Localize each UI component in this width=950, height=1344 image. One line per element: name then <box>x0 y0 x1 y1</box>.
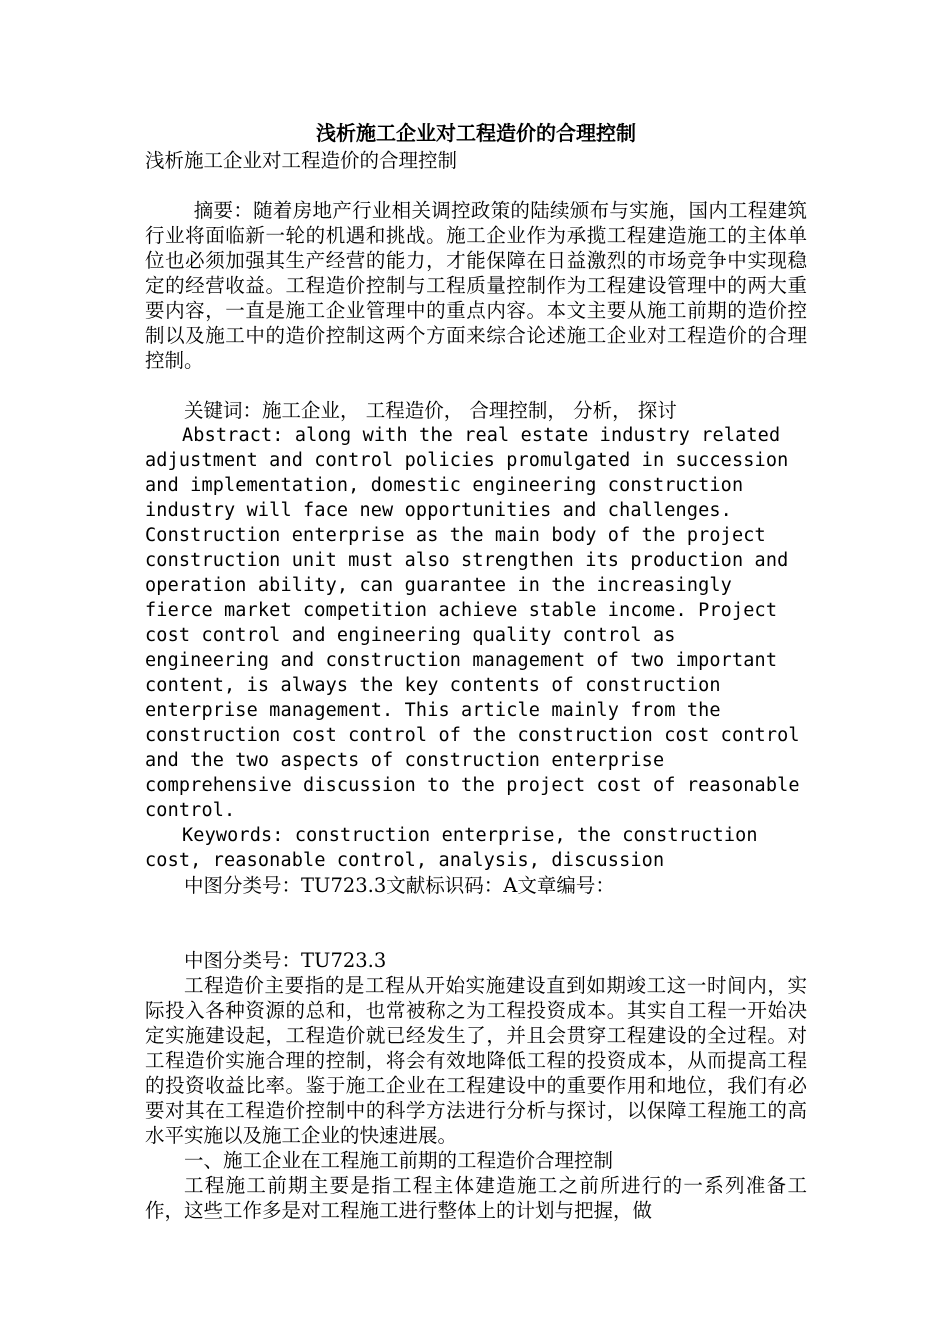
keywords-chinese: 关键词：施工企业， 工程造价， 合理控制， 分析， 探讨 <box>184 399 677 422</box>
classification-line: 中图分类号：TU723.3文献标识码：A文章编号： <box>184 874 615 897</box>
section-paragraph: 工程施工前期主要是指工程主体建造施工之前所进行的一系列准备工作，这些工作多是对工程施工进行整体上的计划与把握，做 <box>145 1174 807 1222</box>
spacer <box>145 373 807 398</box>
document-title: 浅析施工企业对工程造价的合理控制 <box>316 121 636 145</box>
section-heading: 一、施工企业在工程施工前期的工程造价合理控制 <box>184 1149 614 1172</box>
classification-short: 中图分类号：TU723.3 <box>184 949 387 972</box>
keywords-english: Keywords: construction enterprise, the construction cost, reasonable control, analysis, discussion <box>145 825 758 871</box>
abstract-english: Abstract: along with the real estate industry related adjustment and control policies promulgated in succession and implementation, domestic engineering construction industry will face new opportunities and challenges. Construction enterprise as the main body of the project construction unit must also strengthen its production and operation ability, can guarantee in the increasingly fierce market competition achieve stable income. Project cost control and engineering quality control as engineering and construction management of two important content, is always the key contents of construction enterprise management. This article mainly from the construction cost control of the construction cost control and the two aspects of construction enterprise comprehensive discussion to the project cost of reasonable control. <box>145 425 800 821</box>
body-intro-paragraph: 工程造价主要指的是工程从开始实施建设直到如期竣工这一时间内，实际投入各种资源的总和，也常被称之为工程投资成本。其实自工程一开始决定实施建设起，工程造价就已经发生了，并且会贯穿工程建设的全过程。对工程造价实施合理的控制，将会有效地降低工程的投资成本，从而提高工程的投资收益比率。鉴于施工企业在工程建设中的重要作用和地位，我们有必要对其在工程造价控制中的科学方法进行分析与探讨，以保障工程施工的高水平实施以及施工企业的快速进展。 <box>145 974 807 1147</box>
spacer <box>145 173 807 198</box>
abstract-chinese: 摘要：随着房地产行业相关调控政策的陆续颁布与实施，国内工程建筑行业将面临新一轮的机遇和挑战。施工企业作为承揽工程建造施工的主体单位也必须加强其生产经营的能力，才能保障在日益激烈的市场竞争中实现稳定的经营收益。工程造价控制与工程质量控制作为工程建设管理中的两大重要内容，一直是施工企业管理中的重点内容。本文主要从施工前期的造价控制以及施工中的造价控制这两个方面来综合论述施工企业对工程造价的合理控制。 <box>145 199 807 372</box>
spacer <box>145 898 807 948</box>
document-page <box>145 118 807 1223</box>
document-subtitle: 浅析施工企业对工程造价的合理控制 <box>145 149 458 172</box>
